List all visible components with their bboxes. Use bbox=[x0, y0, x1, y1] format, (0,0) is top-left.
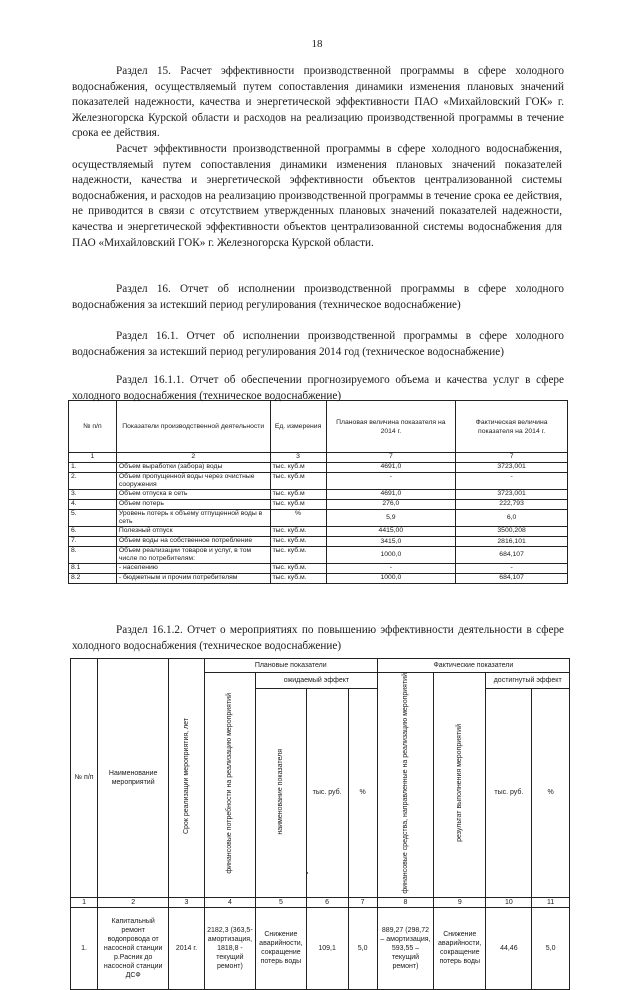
row-num: 5. bbox=[69, 510, 117, 527]
table-number-row bbox=[69, 453, 568, 463]
row-num: 7. bbox=[69, 537, 117, 547]
row-fact: 6,0 bbox=[456, 510, 568, 527]
plan-fin-label: финансовые потребности на реализацию мероприятий bbox=[226, 693, 234, 874]
col-header-expected-effect: ожидаемый эффект bbox=[256, 673, 378, 689]
col-header-result bbox=[434, 673, 486, 898]
col-header-rub: тыс. руб. bbox=[306, 689, 348, 898]
row-num: 8.2 bbox=[69, 574, 117, 584]
row-unit: тыс. куб.м. bbox=[270, 547, 326, 564]
table-supply-volume bbox=[68, 400, 568, 584]
col-header-term bbox=[169, 659, 205, 898]
row-indicator: Объем реализации товаров и услуг, в том числе по потребителям: bbox=[116, 547, 270, 564]
row-effect-pct: 5,0 bbox=[348, 907, 377, 989]
table-row bbox=[69, 510, 568, 527]
row-fact-fin: 889,27 (298,72 – амортизация, 593,55 – текущий ремонт) bbox=[377, 907, 433, 989]
col-number: 8 bbox=[377, 897, 433, 907]
col-number: 3 bbox=[169, 897, 205, 907]
col-number: 2 bbox=[116, 453, 270, 463]
col-number: 2 bbox=[98, 897, 169, 907]
col-number: 11 bbox=[532, 897, 570, 907]
row-plan: 4691,0 bbox=[326, 463, 456, 473]
col-header-rub2: тыс. руб. bbox=[486, 689, 532, 898]
row-unit: тыс. куб.м bbox=[270, 490, 326, 500]
col-number: 10 bbox=[486, 897, 532, 907]
page-number: 18 bbox=[311, 38, 323, 50]
row-unit: тыс. куб.м. bbox=[270, 537, 326, 547]
row-indicator: Объем выработки (забора) воды bbox=[116, 463, 270, 473]
row-indicator: Объем отпуска в сеть bbox=[116, 490, 270, 500]
row-indicator: Объем потерь bbox=[116, 500, 270, 510]
col-header-num: № п/п bbox=[71, 659, 98, 898]
row-plan: 1000,0 bbox=[326, 574, 456, 584]
col-header-plan-group: Плановые показатели bbox=[204, 659, 377, 673]
row-num: 1. bbox=[69, 463, 117, 473]
col-header-measure-name: Наименование мероприятий bbox=[98, 659, 169, 898]
col-number: 1 bbox=[71, 897, 98, 907]
row-indicator: Полезный отпуск bbox=[116, 527, 270, 537]
row-num: 4. bbox=[69, 500, 117, 510]
row-achieved-pct: 5,0 bbox=[532, 907, 570, 989]
table-header-row bbox=[69, 401, 568, 453]
table-row bbox=[69, 547, 568, 564]
table-row bbox=[69, 574, 568, 584]
row-indicator: Объем пропущенной воды через очистные сооружения bbox=[116, 473, 270, 490]
row-fact: 3500,208 bbox=[456, 527, 568, 537]
row-achieved-rub: 44,46 bbox=[486, 907, 532, 989]
row-fact: - bbox=[456, 564, 568, 574]
row-unit: тыс. куб.м. bbox=[270, 564, 326, 574]
row-fact: - bbox=[456, 473, 568, 490]
result-label: результат выполнения мероприятий bbox=[456, 724, 464, 843]
col-header-fact-fin bbox=[377, 673, 433, 898]
row-indicator: Объем воды на собственное потребление bbox=[116, 537, 270, 547]
table-row bbox=[69, 537, 568, 547]
row-measure-name: Капитальный ремонт водопровода от насосной станции р.Расник до насосной станции ДСФ bbox=[98, 907, 169, 989]
table-row bbox=[69, 463, 568, 473]
row-fact: 684,107 bbox=[456, 574, 568, 584]
table-row bbox=[69, 500, 568, 510]
col-header-num: № п/п bbox=[69, 401, 117, 453]
row-indicator: - населению bbox=[116, 564, 270, 574]
table-row bbox=[69, 473, 568, 490]
col-number: 7 bbox=[456, 453, 568, 463]
col-header-plan-fin bbox=[204, 673, 255, 898]
row-plan: 4691,0 bbox=[326, 490, 456, 500]
row-num: 8. bbox=[69, 547, 117, 564]
row-fact: 222,793 bbox=[456, 500, 568, 510]
row-effect-name: Снижение аварийности, сокращение потерь воды bbox=[256, 907, 307, 989]
table-efficiency-measures bbox=[70, 658, 570, 990]
col-header-unit: Ед. измерения bbox=[270, 401, 326, 453]
scan-dot bbox=[306, 872, 308, 874]
row-unit: % bbox=[270, 510, 326, 527]
row-unit: тыс. куб.м. bbox=[270, 574, 326, 584]
row-plan: - bbox=[326, 473, 456, 490]
col-header-plan: Плановая величина показателя на 2014 г. bbox=[326, 401, 456, 453]
col-header-fact-group: Фактические показатели bbox=[377, 659, 569, 673]
section-15-body: Расчет эффективности производственной программы в сфере холодного водоснабжения, осуществляемый путем сопоставления динамики изменения плановых значений показателей надежности, качества и энергетической эффективности объектов централизованной системы водоснабжения, и расходов на реализацию производственной программы в течение срока ее действия, не приводится в связи с отсутствием утвержденных плановых значений показателей надежности, качества и энергетической эффективности объектов централизованной системы водоснабжения для ПАО «Михайловский ГОК» г. Железногорска Курской области. bbox=[72, 143, 562, 249]
row-num: 1. bbox=[71, 907, 98, 989]
col-number: 4 bbox=[204, 897, 255, 907]
fact-fin-label: финансовые средства, направленные на реализацию мероприятий bbox=[401, 673, 409, 894]
col-number: 5 bbox=[256, 897, 307, 907]
row-term: 2014 г. bbox=[169, 907, 205, 989]
col-header-fact: Фактическая величина показателя на 2014 г. bbox=[456, 401, 568, 453]
col-number: 7 bbox=[348, 897, 377, 907]
row-indicator: Уровень потерь к объему отпущенной воды в сеть bbox=[116, 510, 270, 527]
table-row bbox=[69, 564, 568, 574]
col-number: 6 bbox=[306, 897, 348, 907]
term-label: Срок реализации мероприятия, лет bbox=[182, 718, 190, 835]
row-fact: 3723,001 bbox=[456, 490, 568, 500]
col-number: 9 bbox=[434, 897, 486, 907]
row-num: 8.1 bbox=[69, 564, 117, 574]
section-15-heading: Раздел 15. Расчет эффективности производственной программы в сфере холодного водоснабжения, осуществляемый путем сопоставления динамики изменения плановых значений показателей надежности, качества и энергетической эффективности ПАО «Михайловский ГОК» г. Железногорска Курской области и расходов на реализацию производственной программы в течение срока ее действия. bbox=[72, 65, 564, 140]
table-row bbox=[69, 527, 568, 537]
row-unit: тыс. куб.м bbox=[270, 463, 326, 473]
row-fact: 2816,101 bbox=[456, 537, 568, 547]
indicator-name-label: наименование показателя bbox=[277, 748, 285, 835]
row-plan-fin: 2182,3 (363,5- амортизация, 1818,8 - текущий ремонт) bbox=[204, 907, 255, 989]
row-indicator: - бюджетным и прочим потребителям bbox=[116, 574, 270, 584]
col-header-indicator: Показатели производственной деятельности bbox=[116, 401, 270, 453]
row-unit: тыс. куб.м bbox=[270, 473, 326, 490]
row-plan: 4415,00 bbox=[326, 527, 456, 537]
col-header-pct2: % bbox=[532, 689, 570, 898]
row-unit: тыс. куб.м bbox=[270, 500, 326, 510]
table-row bbox=[71, 907, 570, 989]
col-header-indicator-name bbox=[256, 689, 307, 898]
row-plan: 276,0 bbox=[326, 500, 456, 510]
section-16-1-1-heading: Раздел 16.1.1. Отчет об обеспечении прогнозируемого объема и качества услуг в сфере холодного водоснабжения (техническое водоснабжение) bbox=[72, 374, 564, 402]
row-num: 2. bbox=[69, 473, 117, 490]
row-plan: - bbox=[326, 564, 456, 574]
row-plan: 1000,0 bbox=[326, 547, 456, 564]
table-row bbox=[69, 490, 568, 500]
row-unit: тыс. куб.м. bbox=[270, 527, 326, 537]
col-number: 7 bbox=[326, 453, 456, 463]
section-16-1-heading: Раздел 16.1. Отчет об исполнении производственной программы в сфере холодного водоснабжения за истекший период регулирования 2014 год (техническое водоснабжение) bbox=[72, 330, 564, 358]
row-effect-rub: 109,1 bbox=[306, 907, 348, 989]
col-header-achieved-effect: достигнутый эффект bbox=[486, 673, 570, 689]
col-number: 1 bbox=[69, 453, 117, 463]
row-result: Снижение аварийности, сокращение потерь воды bbox=[434, 907, 486, 989]
row-fact: 684,107 bbox=[456, 547, 568, 564]
table-number-row bbox=[71, 897, 570, 907]
row-fact: 3723,001 bbox=[456, 463, 568, 473]
col-header-pct: % bbox=[348, 689, 377, 898]
row-num: 6. bbox=[69, 527, 117, 537]
row-plan: 3415,0 bbox=[326, 537, 456, 547]
section-16-1-2-heading: Раздел 16.1.2. Отчет о мероприятиях по повышению эффективности деятельности в сфере холодного водоснабжения (техническое водоснабжение) bbox=[72, 624, 564, 652]
row-plan: 5,9 bbox=[326, 510, 456, 527]
section-16-heading: Раздел 16. Отчет об исполнении производственной программы в сфере холодного водоснабжения за истекший период регулирования (техническое водоснабжение) bbox=[72, 283, 564, 311]
col-number: 3 bbox=[270, 453, 326, 463]
row-num: 3. bbox=[69, 490, 117, 500]
